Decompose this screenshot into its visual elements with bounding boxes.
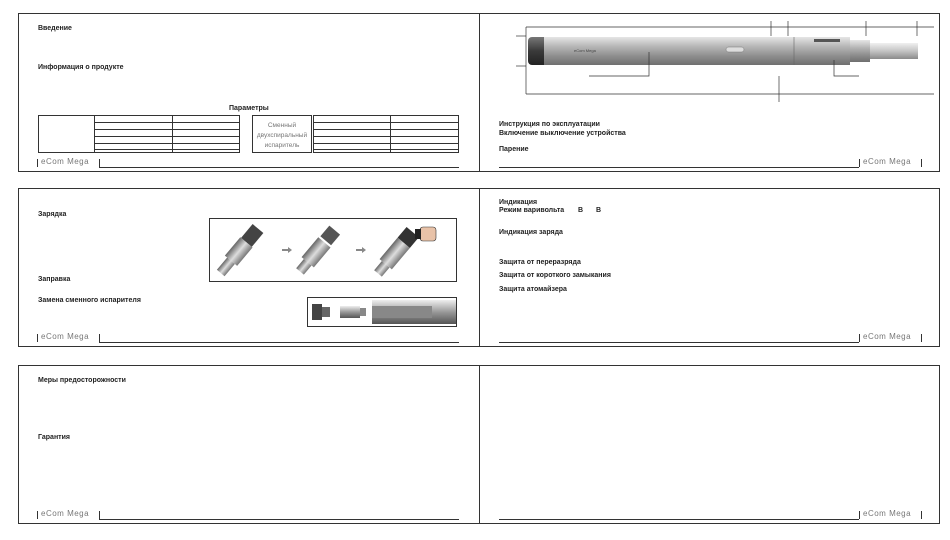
heading-atomizer: Защита атомайзера: [499, 286, 567, 293]
spread-3: [18, 365, 940, 524]
footer-tick-right-start: [859, 334, 860, 342]
footer-tick-left: [37, 159, 38, 167]
refill-illustration: [209, 218, 457, 282]
footer-brand-right: eCom Mega: [863, 332, 912, 341]
heading-instructions: Инструкция по эксплуатации: [499, 121, 600, 128]
heading-indication: Индикация: [499, 199, 538, 206]
footer-brand-left: eCom Mega: [41, 332, 90, 341]
footer-rule-left: [99, 511, 459, 520]
heading-refill: Заправка: [38, 276, 71, 283]
footer-rule-left: [99, 334, 459, 343]
footer-tick-right: [921, 334, 922, 342]
spread-1: [18, 13, 940, 172]
footer-brand-right: eCom Mega: [863, 509, 912, 518]
heading-charging: Зарядка: [38, 211, 67, 218]
params-table-right: [313, 115, 459, 153]
heading-short-circuit: Защита от короткого замыкания: [499, 272, 611, 279]
heading-warranty: Гарантия: [38, 434, 70, 441]
page-fold: [479, 366, 480, 523]
footer-tick-left-end: [99, 334, 100, 342]
device-label: eCom Mega: [574, 48, 596, 53]
heading-over-discharge: Защита от переразряда: [499, 259, 581, 266]
params-table-left: [38, 115, 240, 153]
coil-box: [252, 115, 312, 153]
heading-intro: Введение: [38, 25, 72, 32]
heading-charge-ind: Индикация заряда: [499, 229, 563, 236]
heading-product-info: Информация о продукте: [38, 64, 124, 71]
coil-label-line3: испаритель: [264, 142, 300, 149]
varivolt-unit-2: В: [596, 207, 602, 214]
coil-label-line1: Сменный: [267, 122, 297, 129]
footer-rule-left: [99, 159, 459, 168]
footer-rule-right: [499, 334, 859, 343]
footer-brand-left: eCom Mega: [41, 509, 90, 518]
spread-2: [18, 188, 940, 347]
heading-on-off: Включение выключение устройства: [499, 130, 626, 137]
footer-tick-right: [921, 511, 922, 519]
device-diagram: [514, 16, 934, 108]
footer-tick-left-end: [99, 159, 100, 167]
heading-varivolt: Режим варивольта: [499, 207, 565, 214]
page-fold: [479, 14, 480, 171]
footer-tick-left-end: [99, 511, 100, 519]
footer-brand-left: eCom Mega: [41, 157, 90, 166]
footer-tick-left: [37, 334, 38, 342]
footer-rule-right: [499, 511, 859, 520]
footer-rule-right: [499, 159, 859, 168]
page-fold: [479, 189, 480, 346]
footer-tick-right-start: [859, 511, 860, 519]
footer-tick-right-start: [859, 159, 860, 167]
heading-coil-replace: Замена сменного испарителя: [38, 297, 141, 304]
heading-vaping: Парение: [499, 146, 529, 153]
footer-tick-left: [37, 511, 38, 519]
heading-precautions: Меры предосторожности: [38, 377, 126, 384]
footer-tick-right: [921, 159, 922, 167]
footer-brand-right: eCom Mega: [863, 157, 912, 166]
coil-label-line2: двухспиральный: [256, 132, 308, 139]
varivolt-unit-1: В: [578, 207, 584, 214]
heading-params: Параметры: [229, 105, 269, 112]
coil-replace-illustration: [307, 297, 457, 327]
